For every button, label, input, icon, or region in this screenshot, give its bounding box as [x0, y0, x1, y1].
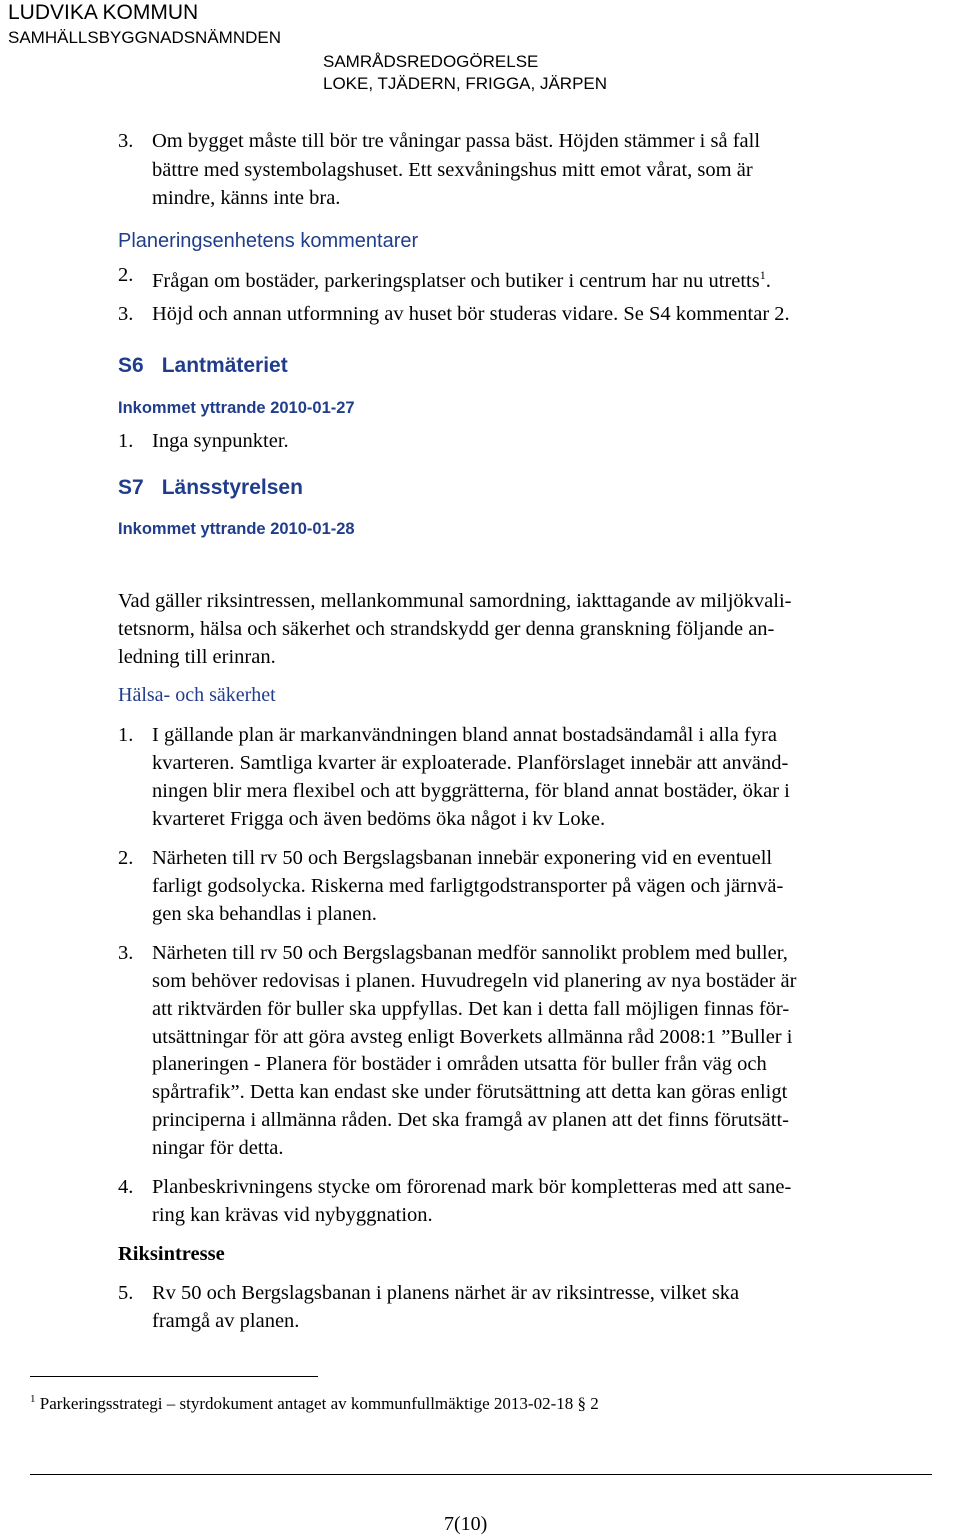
list-number: 5.	[118, 1282, 134, 1304]
list-item-line: Inga synpunkter.	[152, 430, 289, 452]
list-item-line: gen ska behandlas i planen.	[152, 903, 377, 925]
health-safety-heading: Hälsa- och säkerhet	[118, 684, 276, 706]
list-item-line: ring kan krävas vid nybyggnation.	[152, 1204, 433, 1226]
list-item-line: som behöver redovisas i planen. Huvudregeln vid planering av nya bostäder är	[152, 970, 797, 992]
comment-text: Frågan om bostäder, parkeringsplatser och butiker i centrum har nu utretts	[152, 270, 760, 292]
section-heading-s6	[118, 352, 288, 380]
section-code: S7	[118, 476, 144, 499]
list-item-line: Rv 50 och Bergslagsbanan i planens närhet är av riksintresse, vilket ska	[152, 1282, 740, 1304]
list-item-line: kvarteret Frigga och även bedöms öka något i kv Loke.	[152, 808, 606, 830]
list-item-line: utsättningar för att göra avsteg enligt Boverkets allmänna råd 2008:1 ”Buller i	[152, 1026, 793, 1048]
list-item-line: kvarteren. Samtliga kvarter är exploaterade. Planförslaget innebär att använd-	[152, 752, 789, 774]
list-number: 3.	[118, 942, 134, 964]
list-number: 1.	[118, 724, 134, 746]
footnote-text: Parkeringsstrategi – styrdokument antaget av kommunfullmäktige 2013-02-18 § 2	[39, 1394, 599, 1413]
list-item-line: att riktvärden för buller ska uppfyllas. Det kan i detta fall möjligen finnas för-	[152, 998, 790, 1020]
received-date: Inkommet yttrande 2010-01-28	[118, 520, 355, 538]
list-item-line: I gällande plan är markanvändningen bland annat bostadsändamål i alla fyra	[152, 724, 778, 746]
document-subject: LOKE, TJÄDERN, FRIGGA, JÄRPEN	[323, 74, 608, 93]
footnote-reference[interactable]: 1	[759, 268, 766, 282]
list-item-line: planeringen - Planera för bostäder i områden utsatta för buller från väg och	[152, 1053, 767, 1075]
list-number: 4.	[118, 1176, 134, 1198]
list-number: 3.	[118, 130, 134, 152]
paragraph-line: Vad gäller riksintressen, mellankommunal samordning, iakttagande av miljökvali-	[118, 590, 792, 612]
paragraph-line: ledning till erinran.	[118, 646, 276, 668]
document-type: SAMRÅDSREDOGÖRELSE	[323, 52, 539, 71]
list-item-line: framgå av planen.	[152, 1310, 300, 1332]
list-item-line: Planbeskrivningens stycke om förorenad mark bör kompletteras med att sane-	[152, 1176, 792, 1198]
paragraph-line: tetsnorm, hälsa och säkerhet och strandskydd ger denna granskning följande an-	[118, 618, 775, 640]
list-item-line: farligt godsolycka. Riskerna med farligtgodstransporter på vägen och järnvä-	[152, 875, 784, 897]
list-item-line: principerna i allmänna råden. Det ska framgå av planen att det finns förutsätt-	[152, 1109, 789, 1131]
list-item-line: Höjd och annan utformning av huset bör studeras vidare. Se S4 kommentar 2.	[152, 303, 790, 325]
footnote	[30, 1388, 599, 1415]
department-name: SAMHÄLLSBYGGNADSNÄMNDEN	[8, 28, 282, 47]
footnote-divider	[30, 1376, 318, 1377]
page-footer-divider	[30, 1474, 932, 1475]
organization-name: LUDVIKA KOMMUN	[8, 1, 199, 24]
list-number: 2.	[118, 264, 134, 286]
list-number: 1.	[118, 430, 134, 452]
list-item-line: ningar för detta.	[152, 1137, 284, 1159]
list-item-line: ningen blir mera flexibel och att byggrätterna, för bland annat bostäder, ökar i	[152, 780, 790, 802]
page-number: 7(10)	[444, 1513, 488, 1535]
list-item-line: Om bygget måste till bör tre våningar passa bäst. Höjden stämmer i så fall	[152, 130, 761, 152]
received-date: Inkommet yttrande 2010-01-27	[118, 399, 355, 417]
list-item-line: Närheten till rv 50 och Bergslagsbanan medför sannolikt problem med buller,	[152, 942, 788, 964]
list-item-line: Närheten till rv 50 och Bergslagsbanan innebär exponering vid en eventuell	[152, 847, 773, 869]
comments-heading: Planeringsenhetens kommentarer	[118, 230, 419, 252]
list-item-line: spårtrafik”. Detta kan endast ske under förutsättning att detta kan göras enligt	[152, 1081, 788, 1103]
list-item-line	[152, 261, 771, 295]
section-heading-s7	[118, 474, 303, 502]
section-title: Lantmäteriet	[161, 354, 288, 377]
national-interest-heading: Riksintresse	[118, 1243, 225, 1265]
section-code: S6	[118, 354, 144, 377]
list-item-line: bättre med systembolagshuset. Ett sexvåningshus mitt emot vårat, som är	[152, 159, 753, 181]
comment-suffix: .	[765, 270, 771, 292]
section-title: Länsstyrelsen	[161, 476, 303, 499]
footnote-number: 1	[30, 1393, 36, 1405]
list-number: 3.	[118, 303, 134, 325]
list-item-line: mindre, känns inte bra.	[152, 187, 341, 209]
list-number: 2.	[118, 847, 134, 869]
